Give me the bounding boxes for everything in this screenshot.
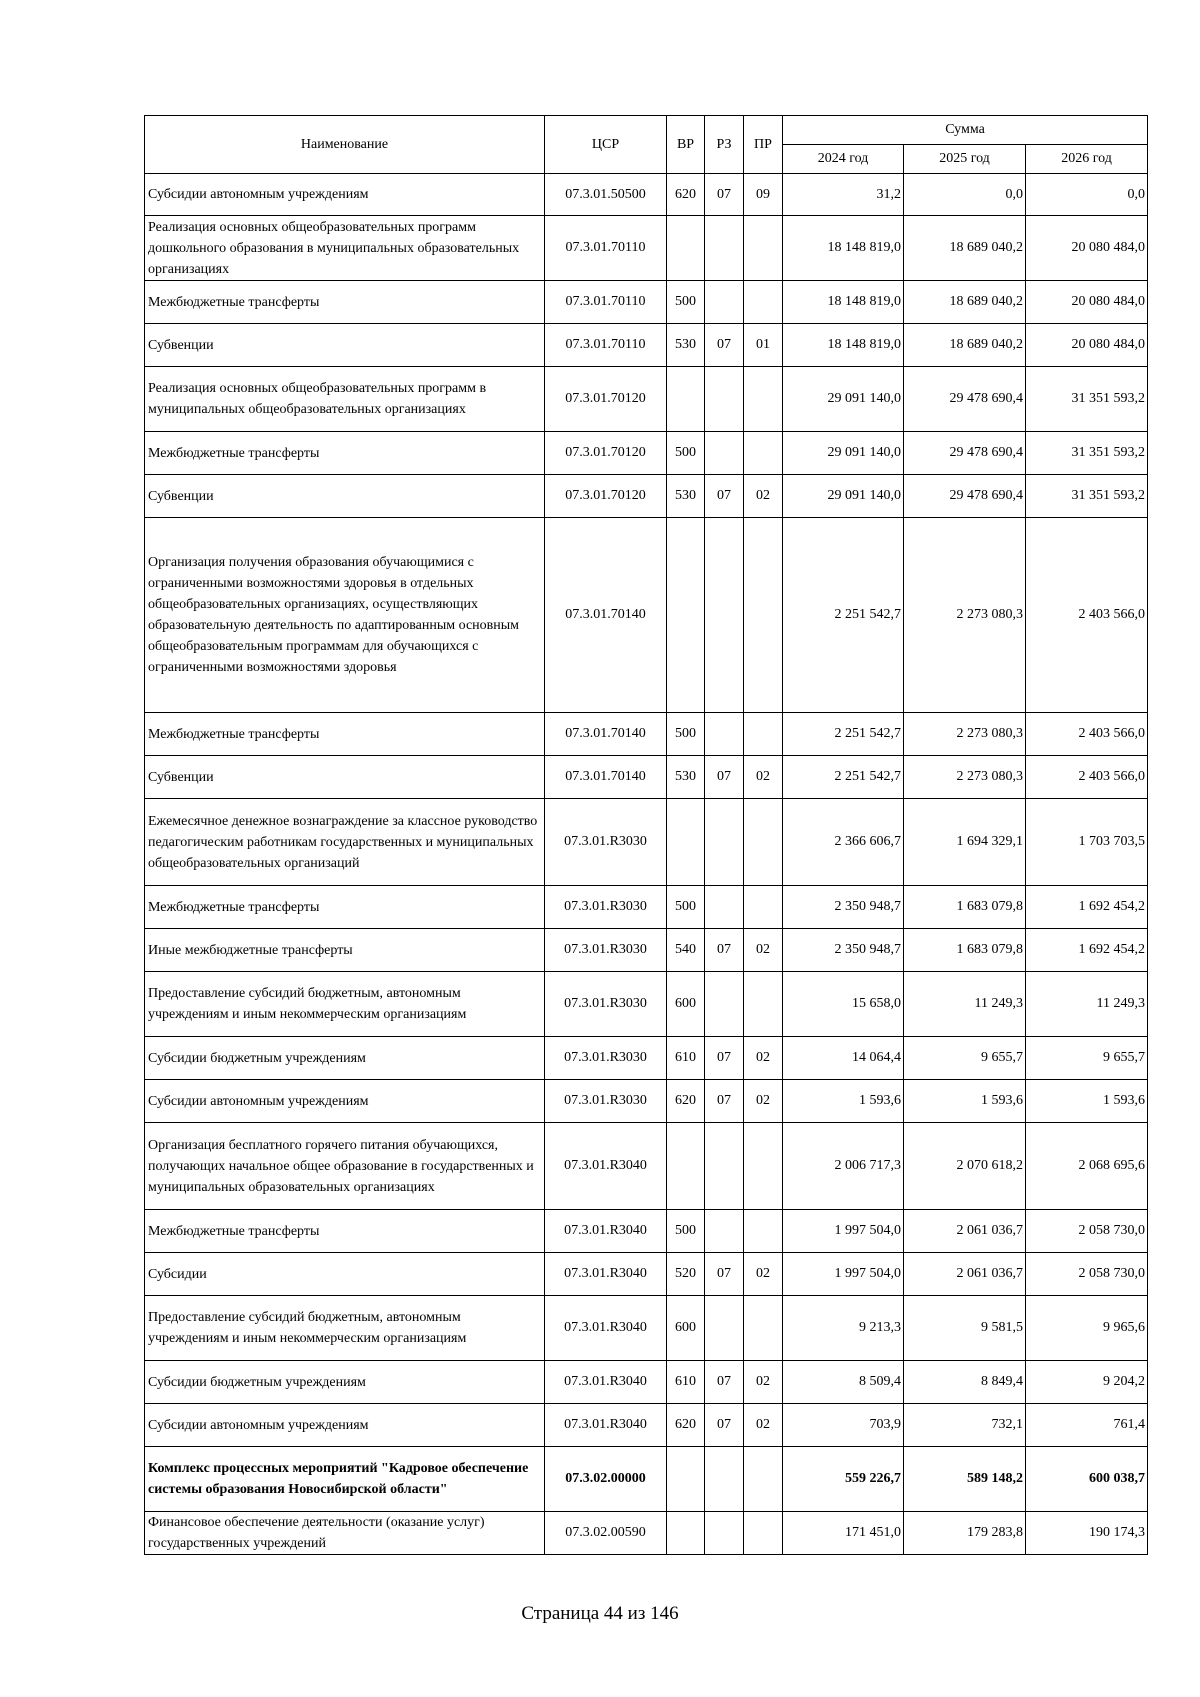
table-row xyxy=(145,475,1148,518)
row-amount-2024: 15 658,0 xyxy=(783,972,904,1037)
table-row xyxy=(145,1296,1148,1361)
table-row xyxy=(145,1512,1148,1555)
table-row xyxy=(145,1080,1148,1123)
row-name: Реализация основных общеобразовательных программ в муниципальных общеобразовательных организациях xyxy=(145,367,545,432)
row-amount-2024: 18 148 819,0 xyxy=(783,281,904,324)
row-amount-2024: 1 997 504,0 xyxy=(783,1210,904,1253)
row-csr: 07.3.01.70120 xyxy=(545,367,667,432)
row-vr: 500 xyxy=(667,713,705,756)
row-rz xyxy=(705,713,744,756)
row-name: Субсидии xyxy=(145,1253,545,1296)
row-csr: 07.3.01.R3030 xyxy=(545,1037,667,1080)
table-body xyxy=(145,174,1148,1555)
table-row xyxy=(145,1123,1148,1210)
row-rz xyxy=(705,367,744,432)
row-rz: 07 xyxy=(705,1404,744,1447)
row-rz: 07 xyxy=(705,324,744,367)
row-amount-2024: 2 366 606,7 xyxy=(783,799,904,886)
row-amount-2024: 31,2 xyxy=(783,174,904,216)
row-pr: 02 xyxy=(744,1253,783,1296)
row-amount-2026: 0,0 xyxy=(1026,174,1148,216)
row-name: Предоставление субсидий бюджетным, автономным учреждениям и иным некоммерческим организациям xyxy=(145,1296,545,1361)
header-sum: Сумма xyxy=(783,116,1148,145)
row-csr: 07.3.02.00590 xyxy=(545,1512,667,1555)
row-pr: 01 xyxy=(744,324,783,367)
row-amount-2026: 2 403 566,0 xyxy=(1026,518,1148,713)
row-amount-2024: 2 006 717,3 xyxy=(783,1123,904,1210)
row-amount-2025: 18 689 040,2 xyxy=(904,216,1026,281)
row-name: Организация бесплатного горячего питания обучающихся, получающих начальное общее образование в государственных и муниципальных образовательных организациях xyxy=(145,1123,545,1210)
row-vr xyxy=(667,518,705,713)
row-name: Субсидии автономным учреждениям xyxy=(145,174,545,216)
row-amount-2025: 1 593,6 xyxy=(904,1080,1026,1123)
row-pr: 09 xyxy=(744,174,783,216)
row-csr: 07.3.01.R3030 xyxy=(545,972,667,1037)
row-amount-2026: 20 080 484,0 xyxy=(1026,216,1148,281)
row-pr xyxy=(744,972,783,1037)
row-rz: 07 xyxy=(705,1361,744,1404)
table-row xyxy=(145,1253,1148,1296)
row-amount-2025: 2 061 036,7 xyxy=(904,1253,1026,1296)
row-csr: 07.3.01.70140 xyxy=(545,756,667,799)
row-amount-2026: 2 403 566,0 xyxy=(1026,756,1148,799)
table-row xyxy=(145,174,1148,216)
row-amount-2025: 9 655,7 xyxy=(904,1037,1026,1080)
row-name: Организация получения образования обучающимися с ограниченными возможностями здоровья в отдельных общеобразовательных организациях, осуществляющих образовательную деятельность по адаптированным основным общеобразовательным программам для обучающихся с ограниченными возможностями здоровья xyxy=(145,518,545,713)
row-amount-2026: 761,4 xyxy=(1026,1404,1148,1447)
row-name: Межбюджетные трансферты xyxy=(145,432,545,475)
row-vr: 620 xyxy=(667,1080,705,1123)
row-rz xyxy=(705,1296,744,1361)
table-row xyxy=(145,324,1148,367)
row-pr xyxy=(744,1447,783,1512)
row-name: Субсидии автономным учреждениям xyxy=(145,1080,545,1123)
row-vr: 600 xyxy=(667,1296,705,1361)
row-vr: 530 xyxy=(667,475,705,518)
row-amount-2025: 8 849,4 xyxy=(904,1361,1026,1404)
row-amount-2024: 2 251 542,7 xyxy=(783,713,904,756)
row-pr: 02 xyxy=(744,475,783,518)
row-amount-2025: 29 478 690,4 xyxy=(904,367,1026,432)
row-csr: 07.3.01.70110 xyxy=(545,281,667,324)
row-vr: 500 xyxy=(667,281,705,324)
row-csr: 07.3.01.R3040 xyxy=(545,1123,667,1210)
row-amount-2024: 2 251 542,7 xyxy=(783,756,904,799)
row-vr: 500 xyxy=(667,886,705,929)
row-rz xyxy=(705,1210,744,1253)
header-year-2025: 2025 год xyxy=(904,145,1026,174)
row-amount-2026: 190 174,3 xyxy=(1026,1512,1148,1555)
row-amount-2025: 2 070 618,2 xyxy=(904,1123,1026,1210)
table-row xyxy=(145,1447,1148,1512)
table-row xyxy=(145,972,1148,1037)
row-name: Субсидии бюджетным учреждениям xyxy=(145,1037,545,1080)
row-csr: 07.3.01.70140 xyxy=(545,713,667,756)
row-vr: 610 xyxy=(667,1361,705,1404)
row-amount-2025: 2 273 080,3 xyxy=(904,713,1026,756)
table-row xyxy=(145,432,1148,475)
row-pr: 02 xyxy=(744,1080,783,1123)
row-amount-2026: 1 593,6 xyxy=(1026,1080,1148,1123)
row-amount-2026: 2 403 566,0 xyxy=(1026,713,1148,756)
table-row xyxy=(145,1210,1148,1253)
row-pr xyxy=(744,281,783,324)
row-amount-2024: 171 451,0 xyxy=(783,1512,904,1555)
row-name: Межбюджетные трансферты xyxy=(145,886,545,929)
row-vr xyxy=(667,216,705,281)
row-name: Субвенции xyxy=(145,756,545,799)
row-amount-2025: 0,0 xyxy=(904,174,1026,216)
row-vr: 500 xyxy=(667,432,705,475)
row-amount-2026: 31 351 593,2 xyxy=(1026,367,1148,432)
row-pr xyxy=(744,1512,783,1555)
row-amount-2026: 31 351 593,2 xyxy=(1026,475,1148,518)
table-row xyxy=(145,367,1148,432)
row-vr: 520 xyxy=(667,1253,705,1296)
row-rz: 07 xyxy=(705,1080,744,1123)
row-amount-2025: 1 694 329,1 xyxy=(904,799,1026,886)
header-year-2026: 2026 год xyxy=(1026,145,1148,174)
row-csr: 07.3.01.R3030 xyxy=(545,1080,667,1123)
row-amount-2024: 8 509,4 xyxy=(783,1361,904,1404)
header-vr: ВР xyxy=(667,116,705,174)
row-vr: 610 xyxy=(667,1037,705,1080)
row-amount-2026: 11 249,3 xyxy=(1026,972,1148,1037)
row-rz xyxy=(705,1123,744,1210)
row-pr xyxy=(744,799,783,886)
row-csr: 07.3.01.R3030 xyxy=(545,799,667,886)
row-pr xyxy=(744,518,783,713)
row-amount-2025: 179 283,8 xyxy=(904,1512,1026,1555)
table-row xyxy=(145,1404,1148,1447)
table-row xyxy=(145,281,1148,324)
row-rz xyxy=(705,1512,744,1555)
table-row xyxy=(145,1037,1148,1080)
row-vr: 530 xyxy=(667,324,705,367)
row-rz xyxy=(705,281,744,324)
row-csr: 07.3.01.R3030 xyxy=(545,886,667,929)
row-vr: 500 xyxy=(667,1210,705,1253)
row-amount-2024: 559 226,7 xyxy=(783,1447,904,1512)
row-csr: 07.3.01.70120 xyxy=(545,432,667,475)
row-pr xyxy=(744,713,783,756)
row-amount-2025: 1 683 079,8 xyxy=(904,886,1026,929)
row-rz: 07 xyxy=(705,1037,744,1080)
row-amount-2025: 589 148,2 xyxy=(904,1447,1026,1512)
row-amount-2024: 18 148 819,0 xyxy=(783,216,904,281)
row-vr: 540 xyxy=(667,929,705,972)
row-amount-2026: 20 080 484,0 xyxy=(1026,324,1148,367)
row-amount-2025: 11 249,3 xyxy=(904,972,1026,1037)
row-rz xyxy=(705,216,744,281)
row-amount-2024: 1 593,6 xyxy=(783,1080,904,1123)
row-name: Межбюджетные трансферты xyxy=(145,1210,545,1253)
row-amount-2026: 2 068 695,6 xyxy=(1026,1123,1148,1210)
row-rz: 07 xyxy=(705,929,744,972)
row-amount-2025: 732,1 xyxy=(904,1404,1026,1447)
row-rz xyxy=(705,972,744,1037)
row-amount-2024: 1 997 504,0 xyxy=(783,1253,904,1296)
header-year-2024: 2024 год xyxy=(783,145,904,174)
row-amount-2024: 2 350 948,7 xyxy=(783,929,904,972)
header-csr: ЦСР xyxy=(545,116,667,174)
table-row xyxy=(145,886,1148,929)
row-name: Комплекс процессных мероприятий "Кадровое обеспечение системы образования Новосибирской области" xyxy=(145,1447,545,1512)
row-pr xyxy=(744,216,783,281)
row-amount-2026: 1 692 454,2 xyxy=(1026,929,1148,972)
row-name: Реализация основных общеобразовательных программ дошкольного образования в муниципальных образовательных организациях xyxy=(145,216,545,281)
row-amount-2025: 9 581,5 xyxy=(904,1296,1026,1361)
row-name: Субсидии бюджетным учреждениям xyxy=(145,1361,545,1404)
header-name: Наименование xyxy=(145,116,545,174)
row-amount-2026: 31 351 593,2 xyxy=(1026,432,1148,475)
row-pr: 02 xyxy=(744,1361,783,1404)
table-row xyxy=(145,799,1148,886)
row-name: Межбюджетные трансферты xyxy=(145,281,545,324)
row-amount-2024: 29 091 140,0 xyxy=(783,367,904,432)
table-row xyxy=(145,216,1148,281)
row-pr: 02 xyxy=(744,929,783,972)
row-amount-2026: 9 204,2 xyxy=(1026,1361,1148,1404)
header-pr: ПР xyxy=(744,116,783,174)
row-vr: 620 xyxy=(667,1404,705,1447)
row-name: Предоставление субсидий бюджетным, автономным учреждениям и иным некоммерческим организациям xyxy=(145,972,545,1037)
row-vr xyxy=(667,799,705,886)
row-amount-2026: 2 058 730,0 xyxy=(1026,1210,1148,1253)
row-csr: 07.3.01.70110 xyxy=(545,216,667,281)
row-rz xyxy=(705,518,744,713)
row-amount-2025: 29 478 690,4 xyxy=(904,475,1026,518)
row-rz: 07 xyxy=(705,475,744,518)
row-amount-2026: 9 655,7 xyxy=(1026,1037,1148,1080)
row-name: Субвенции xyxy=(145,324,545,367)
row-csr: 07.3.01.50500 xyxy=(545,174,667,216)
row-csr: 07.3.01.R3040 xyxy=(545,1404,667,1447)
row-amount-2026: 600 038,7 xyxy=(1026,1447,1148,1512)
row-pr: 02 xyxy=(744,1037,783,1080)
row-vr xyxy=(667,1447,705,1512)
row-pr xyxy=(744,1123,783,1210)
row-amount-2024: 29 091 140,0 xyxy=(783,432,904,475)
row-amount-2026: 1 703 703,5 xyxy=(1026,799,1148,886)
row-pr xyxy=(744,886,783,929)
row-vr: 620 xyxy=(667,174,705,216)
row-amount-2024: 14 064,4 xyxy=(783,1037,904,1080)
row-csr: 07.3.01.70120 xyxy=(545,475,667,518)
page-number: Страница 44 из 146 xyxy=(521,1603,679,1624)
table-row xyxy=(145,1361,1148,1404)
row-amount-2024: 2 251 542,7 xyxy=(783,518,904,713)
row-amount-2024: 18 148 819,0 xyxy=(783,324,904,367)
row-pr: 02 xyxy=(744,756,783,799)
row-amount-2026: 1 692 454,2 xyxy=(1026,886,1148,929)
row-pr xyxy=(744,367,783,432)
row-rz xyxy=(705,886,744,929)
row-name: Межбюджетные трансферты xyxy=(145,713,545,756)
row-csr: 07.3.01.R3030 xyxy=(545,929,667,972)
row-amount-2024: 9 213,3 xyxy=(783,1296,904,1361)
row-csr: 07.3.01.R3040 xyxy=(545,1253,667,1296)
row-pr xyxy=(744,1210,783,1253)
row-vr xyxy=(667,1123,705,1210)
row-amount-2024: 703,9 xyxy=(783,1404,904,1447)
row-amount-2025: 2 061 036,7 xyxy=(904,1210,1026,1253)
row-csr: 07.3.01.70140 xyxy=(545,518,667,713)
row-pr: 02 xyxy=(744,1404,783,1447)
row-pr xyxy=(744,432,783,475)
row-amount-2025: 18 689 040,2 xyxy=(904,324,1026,367)
row-amount-2026: 9 965,6 xyxy=(1026,1296,1148,1361)
row-csr: 07.3.01.70110 xyxy=(545,324,667,367)
row-vr: 600 xyxy=(667,972,705,1037)
row-rz: 07 xyxy=(705,174,744,216)
row-amount-2026: 20 080 484,0 xyxy=(1026,281,1148,324)
table-row xyxy=(145,756,1148,799)
row-rz xyxy=(705,432,744,475)
row-csr: 07.3.02.00000 xyxy=(545,1447,667,1512)
row-rz: 07 xyxy=(705,1253,744,1296)
row-amount-2025: 18 689 040,2 xyxy=(904,281,1026,324)
row-name: Иные межбюджетные трансферты xyxy=(145,929,545,972)
budget-table xyxy=(144,115,1148,1555)
row-pr xyxy=(744,1296,783,1361)
row-name: Субвенции xyxy=(145,475,545,518)
row-amount-2025: 2 273 080,3 xyxy=(904,756,1026,799)
row-amount-2026: 2 058 730,0 xyxy=(1026,1253,1148,1296)
table-row xyxy=(145,518,1148,713)
row-csr: 07.3.01.R3040 xyxy=(545,1361,667,1404)
row-rz: 07 xyxy=(705,756,744,799)
row-name: Финансовое обеспечение деятельности (оказание услуг) государственных учреждений xyxy=(145,1512,545,1555)
row-amount-2025: 29 478 690,4 xyxy=(904,432,1026,475)
row-amount-2025: 1 683 079,8 xyxy=(904,929,1026,972)
row-amount-2024: 2 350 948,7 xyxy=(783,886,904,929)
row-rz xyxy=(705,1447,744,1512)
table-row xyxy=(145,929,1148,972)
row-csr: 07.3.01.R3040 xyxy=(545,1296,667,1361)
row-vr xyxy=(667,1512,705,1555)
row-name: Ежемесячное денежное вознаграждение за классное руководство педагогическим работникам государственных и муниципальных общеобразовательных организаций xyxy=(145,799,545,886)
row-rz xyxy=(705,799,744,886)
row-csr: 07.3.01.R3040 xyxy=(545,1210,667,1253)
row-vr: 530 xyxy=(667,756,705,799)
header-rz: РЗ xyxy=(705,116,744,174)
row-amount-2025: 2 273 080,3 xyxy=(904,518,1026,713)
table-row xyxy=(145,713,1148,756)
row-vr xyxy=(667,367,705,432)
row-amount-2024: 29 091 140,0 xyxy=(783,475,904,518)
row-name: Субсидии автономным учреждениям xyxy=(145,1404,545,1447)
